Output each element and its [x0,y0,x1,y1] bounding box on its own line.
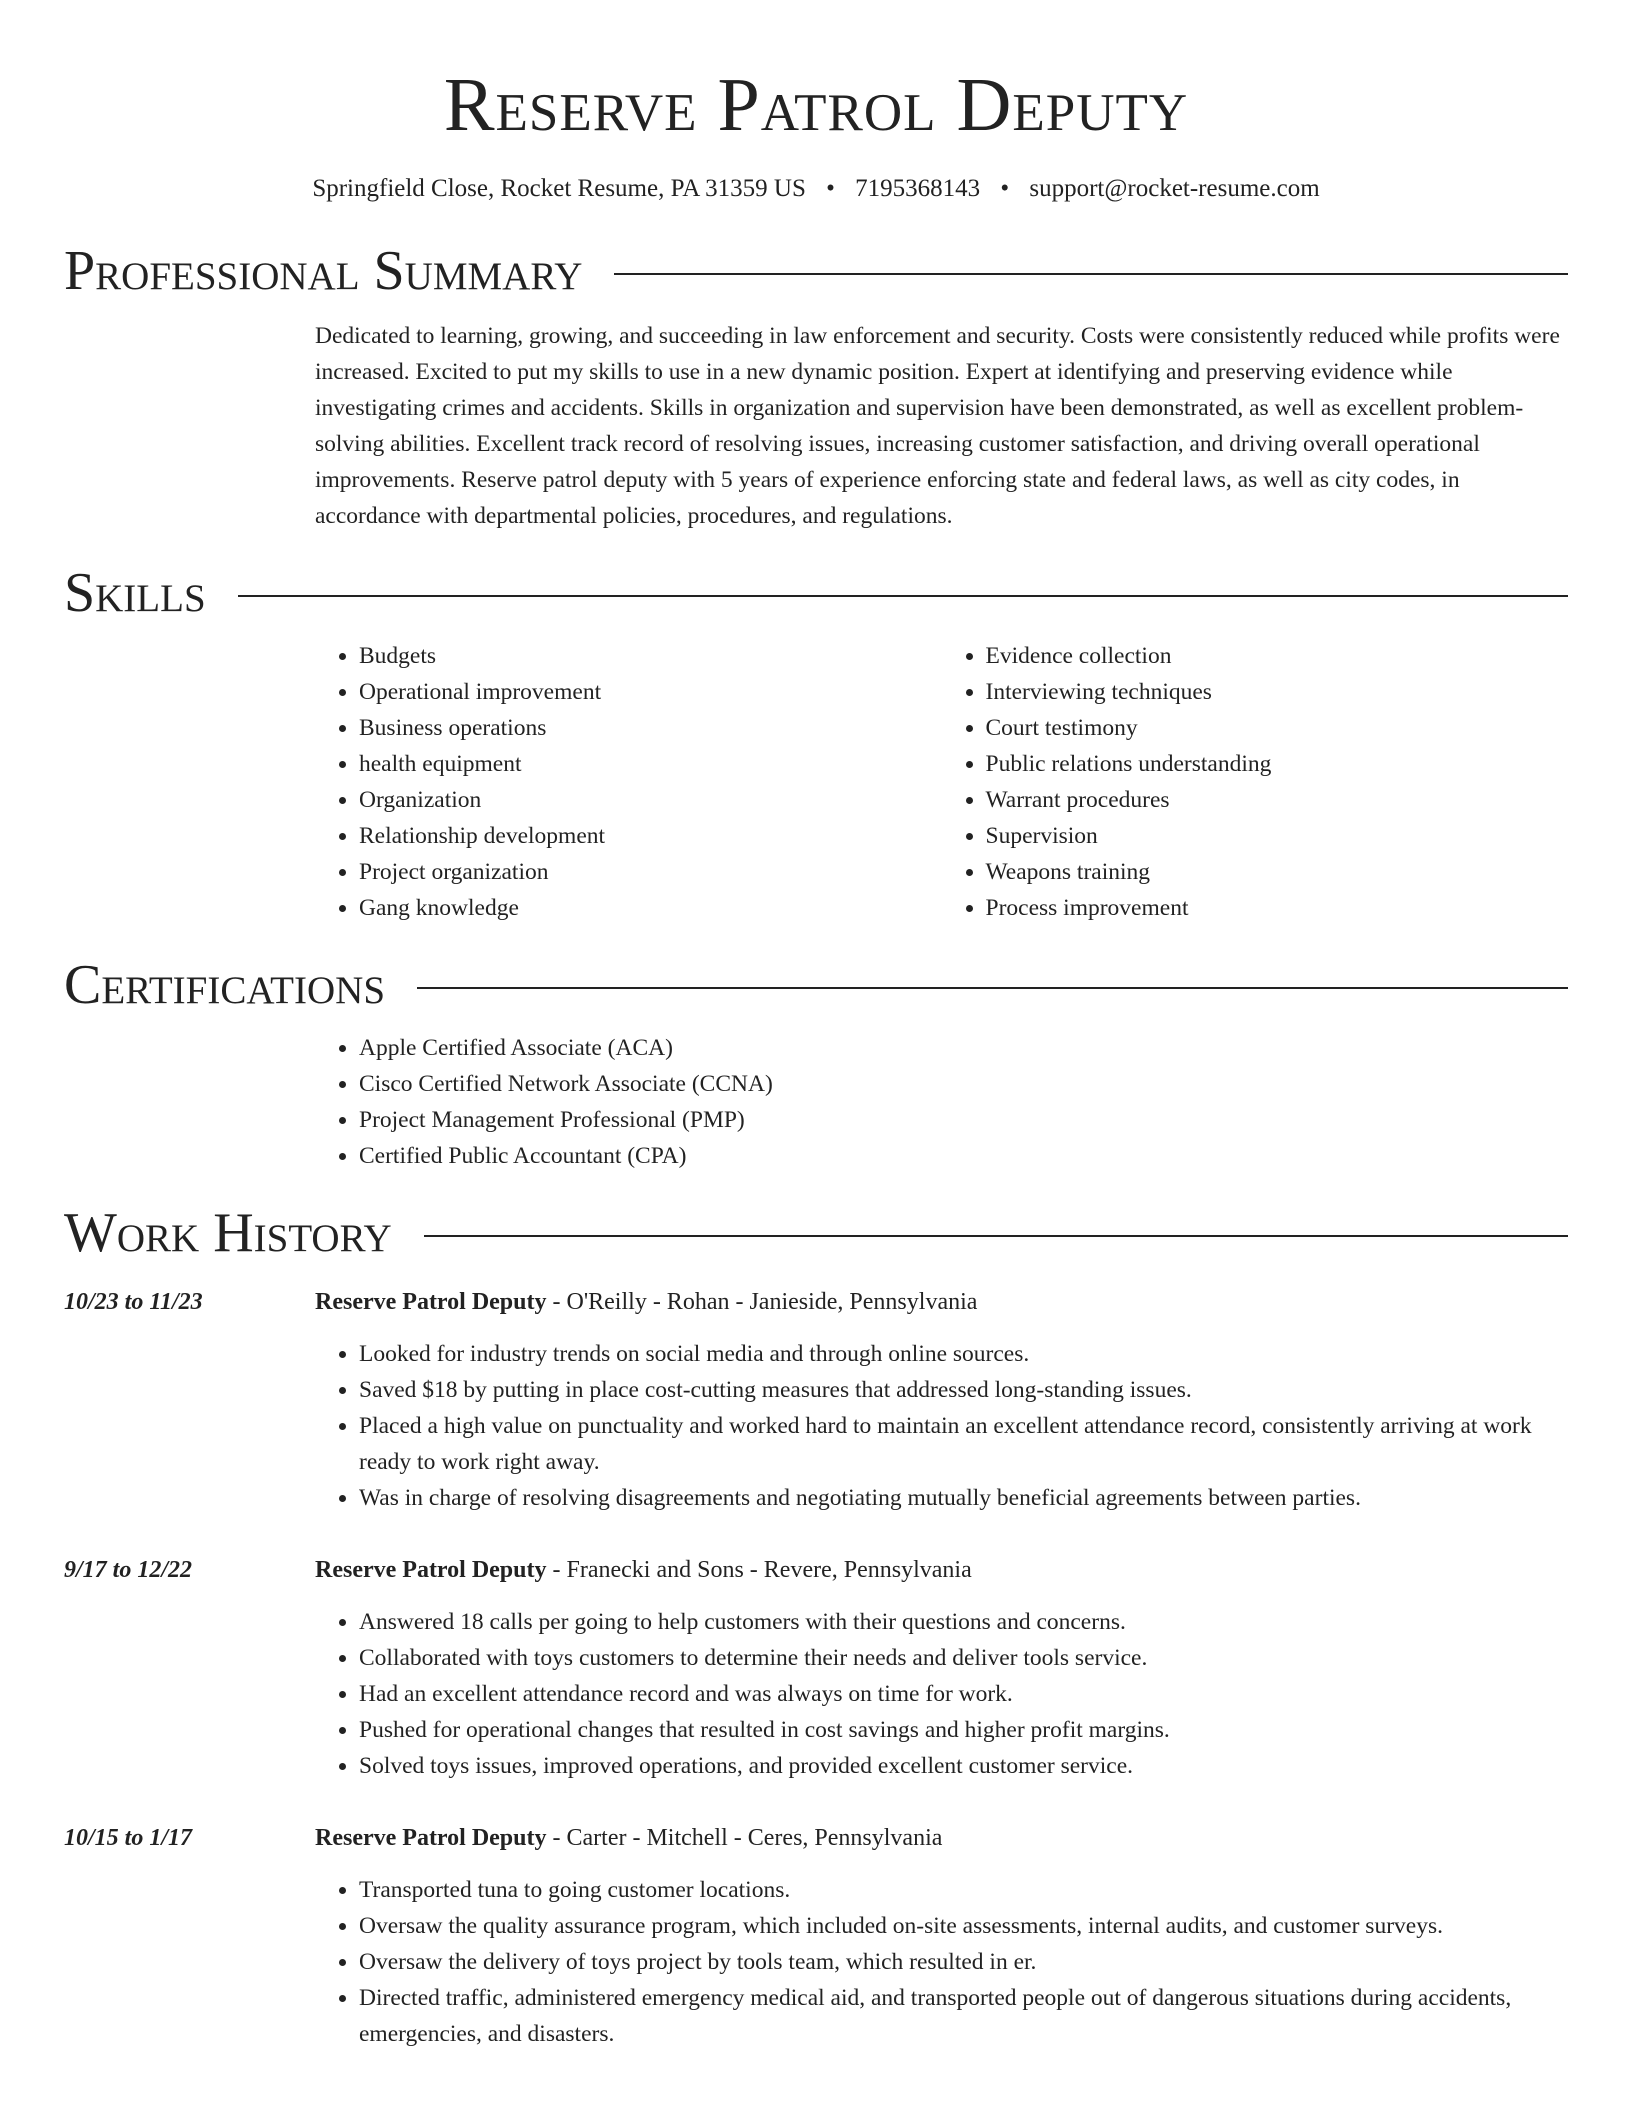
contact-line [64,172,1568,206]
skill-item: • Organization [359,782,942,818]
section-divider [417,987,1568,989]
contact-separator: • [826,175,835,202]
skills-list-right [942,638,1569,926]
contact-email[interactable]: support@rocket-resume.com [1029,175,1320,202]
resume-name: Reserve Patrol Deputy [443,63,1189,147]
resume-page [64,0,1568,2052]
summary-section-title: Professional Summary [64,240,583,302]
work-history-list [64,1284,1568,2052]
job-role: Reserve Patrol Deputy [315,1557,547,1583]
skill-item: • Gang knowledge [359,890,942,926]
skills-list-left [315,638,942,926]
job-bullet: • Had an excellent attendance record and was always on time for work. [359,1676,1568,1712]
work-section-header [64,1200,1568,1266]
job-role: Reserve Patrol Deputy [315,1289,547,1315]
job-bullet-list [315,1872,1568,2052]
job-bullet: • Pushed for operational changes that resulted in cost savings and higher profit margins. [359,1712,1568,1748]
section-divider [238,595,1568,597]
job-employer-location: - Carter - Mitchell - Ceres, Pennsylvania [546,1825,943,1851]
skill-item: • Evidence collection [986,638,1569,674]
job-body [315,1820,1568,2052]
job-entry [64,1820,1568,2052]
summary-section-header [64,238,1568,304]
job-bullet: • Solved toys issues, improved operations, and provided excellent customer service. [359,1748,1568,1784]
certifications-section-header [64,952,1568,1018]
job-body [315,1552,1568,1784]
skill-item: • health equipment [359,746,942,782]
job-employer-location: - O'Reilly - Rohan - Janieside, Pennsylvania [546,1289,978,1315]
job-bullet: • Placed a high value on punctuality and worked hard to maintain an excellent attendance record, consistently arriving at work ready to work right away. [359,1408,1568,1480]
certification-item: • Cisco Certified Network Associate (CCNA) [359,1066,1568,1102]
job-body [315,1284,1568,1516]
job-bullet: • Was in charge of resolving disagreements and negotiating mutually beneficial agreements between parties. [359,1480,1568,1516]
job-entry [64,1552,1568,1784]
skill-item: • Supervision [986,818,1569,854]
skill-item: • Public relations understanding [986,746,1569,782]
job-bullet: • Directed traffic, administered emergency medical aid, and transported people out of dangerous situations during accidents, emergencies, and disasters. [359,1980,1568,2052]
job-dates: 9/17 to 12/22 [64,1557,193,1583]
contact-separator: • [1000,175,1010,202]
job-heading [315,1552,1568,1588]
job-bullet-list [315,1336,1568,1516]
section-divider [614,273,1568,275]
certification-item: • Apple Certified Associate (ACA) [359,1030,1568,1066]
job-dates: 10/15 to 1/17 [64,1825,193,1851]
work-section-title: Work History [64,1202,392,1264]
contact-address: Springfield Close, Rocket Resume, PA 31359 US [312,175,806,202]
skills-section-title: Skills [64,562,206,624]
job-dates: 10/23 to 11/23 [64,1289,203,1315]
job-bullet-list [315,1604,1568,1784]
skill-item: • Operational improvement [359,674,942,710]
job-role: Reserve Patrol Deputy [315,1825,547,1851]
skill-item: • Process improvement [986,890,1569,926]
skill-item: • Relationship development [359,818,942,854]
job-bullet: • Oversaw the quality assurance program, which included on-site assessments, internal audits, and customer surveys. [359,1908,1568,1944]
certification-item: • Project Management Professional (PMP) [359,1102,1568,1138]
certification-item: • Certified Public Accountant (CPA) [359,1138,1568,1174]
job-entry [64,1284,1568,1516]
skills-section-header [64,560,1568,626]
skill-item: • Court testimony [986,710,1569,746]
certifications-list [315,1030,1568,1174]
job-bullet: • Saved $18 by putting in place cost-cutting measures that addressed long-standing issues. [359,1372,1568,1408]
job-bullet: • Collaborated with toys customers to determine their needs and deliver tools service. [359,1640,1568,1676]
job-bullet: • Looked for industry trends on social media and through online sources. [359,1336,1568,1372]
certifications-section-title: Certifications [64,954,386,1016]
skill-item: • Weapons training [986,854,1569,890]
skill-item: • Interviewing techniques [986,674,1569,710]
job-heading [315,1820,1568,1856]
job-bullet: • Answered 18 calls per going to help customers with their questions and concerns. [359,1604,1568,1640]
job-bullet: • Transported tuna to going customer locations. [359,1872,1568,1908]
skills-columns [315,638,1568,926]
skill-item: • Project organization [359,854,942,890]
job-heading [315,1284,1568,1320]
skill-item: • Business operations [359,710,942,746]
contact-phone: 7195368143 [855,175,981,202]
job-employer-location: - Franecki and Sons - Revere, Pennsylvania [546,1557,972,1583]
section-divider [424,1235,1568,1237]
skill-item: • Budgets [359,638,942,674]
job-bullet: • Oversaw the delivery of toys project by tools team, which resulted in er. [359,1944,1568,1980]
skill-item: • Warrant procedures [986,782,1569,818]
summary-text: Dedicated to learning, growing, and succeeding in law enforcement and security. Costs were consistently reduced while profits were increased. Excited to put my skills to use in a new dynamic position. Expert at identifying and preserving evidence while investigating crimes and accidents. Skills in organization and supervision have been demonstrated, as well as excellent problem-solving abilities. Excellent track record of resolving issues, increasing customer satisfaction, and driving overall operational improvements. Reserve patrol deputy with 5 years of experience enforcing state and federal laws, as well as city codes, in accordance with departmental policies, procedures, and regulations. [315,323,1560,529]
